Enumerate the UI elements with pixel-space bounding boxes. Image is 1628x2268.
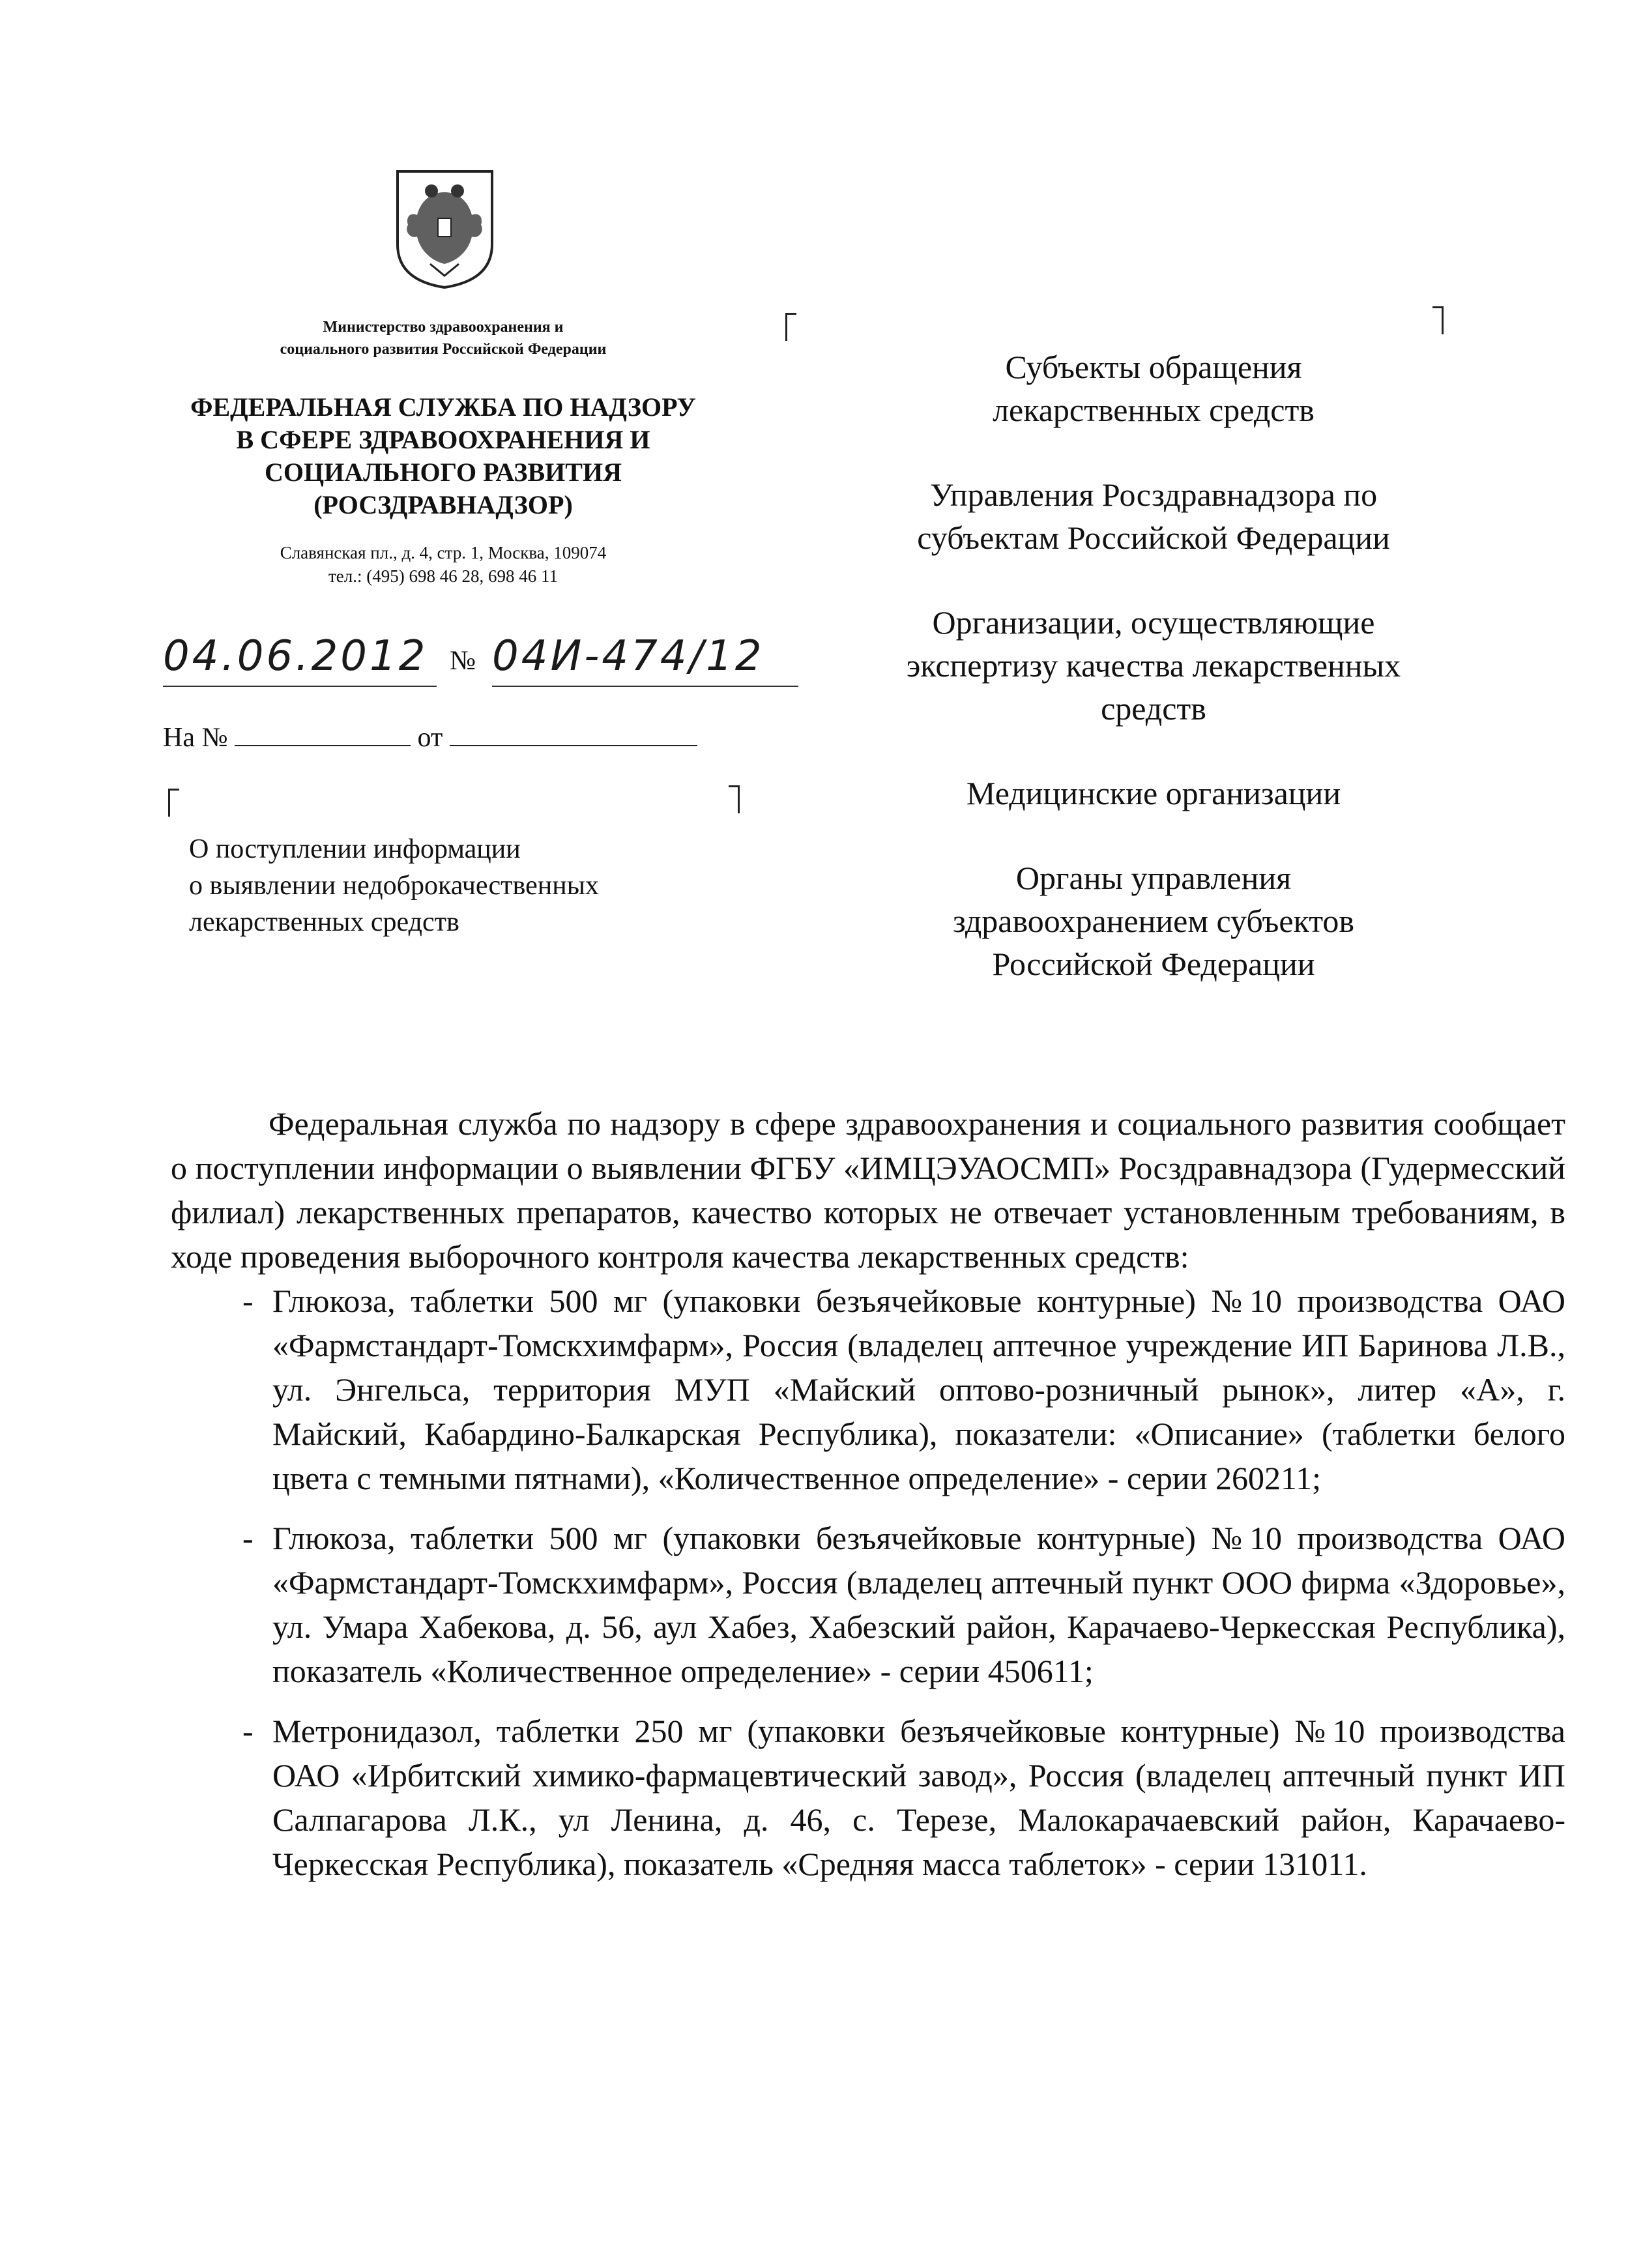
list-item: - Глюкоза, таблетки 500 мг (упаковки безъячейковые контурные) №10 производства ОАО «Фармстандарт-Томскхимфарм», Россия (владелец аптечное учреждение ИП Баринова Л.В., ул. Энгельса, территория МУП «Майский оптово-розничный рынок», литер «А», г. Майский, Кабардино-Балкарская Республика), показатели: «Описание» (таблетки белого цвета с темными пятнами), «Количественное определение» - серии 260211; bbox=[171, 1279, 1565, 1500]
coat-of-arms-icon bbox=[391, 166, 499, 290]
drug-list bbox=[171, 1279, 1565, 1886]
recipient: Управления Росздравнадзора по субъектам Российской Федерации bbox=[917, 476, 1390, 556]
reply-reference-line: На № от bbox=[163, 722, 749, 753]
recipient: Организации, осуществляющие экспертизу качества лекарственных средств bbox=[906, 604, 1401, 727]
number-sign: № bbox=[450, 646, 476, 676]
list-dash: - bbox=[242, 1283, 254, 1319]
reference-number-blank bbox=[235, 723, 411, 746]
registration-date: 04.06.2012 bbox=[163, 632, 428, 680]
service-name: ФЕДЕРАЛЬНАЯ СЛУЖБА ПО НАДЗОРУ В СФЕРЕ ЗДРАВООХРАНЕНИЯ И СОЦИАЛЬНОГО РАЗВИТИЯ (РОСЗДРАВНАДЗОР) bbox=[190, 392, 696, 519]
recipient: Медицинские организации bbox=[966, 775, 1341, 811]
list-dash: - bbox=[242, 1713, 254, 1749]
recipient: Субъекты обращения лекарственных средств bbox=[993, 349, 1315, 428]
list-item: - Метронидазол, таблетки 250 мг (упаковки безъячейковые контурные) №10 производства ОАО «Ирбитский химико-фармацевтический завод», Россия (владелец аптечный пункт ИП Салпагарова Л.К., ул Ленина, д. 46, с. Терезе, Малокарачаевский район, Карачаево-Черкесская Республика), показатель «Средняя масса таблеток» - серии 131011. bbox=[171, 1709, 1565, 1886]
recipients-block bbox=[834, 345, 1473, 1027]
reference-date-blank bbox=[450, 723, 697, 746]
date-underline bbox=[163, 686, 437, 687]
list-dash: - bbox=[242, 1520, 254, 1556]
subject-bracket-right bbox=[729, 785, 740, 813]
address-bracket-right bbox=[1432, 306, 1444, 334]
letter-subject: О поступлении информации о выявлении недоброкачественных лекарственных средств bbox=[189, 834, 599, 937]
registration-number: 04И-474/12 bbox=[492, 632, 764, 680]
list-item: - Глюкоза, таблетки 500 мг (упаковки безъячейковые контурные) №10 производства ОАО «Фармстандарт-Томскхимфарм», Россия (владелец аптечный пункт ООО фирма «Здоровье», ул. Умара Хабекова, д. 56, аул Хабез, Хабезский район, Карачаево-Черкесская Республика), показатель «Количественное определение» - серии 450611; bbox=[171, 1516, 1565, 1693]
letter-body bbox=[171, 1101, 1565, 1902]
ministry-name: Министерство здравоохранения и социального развития Российской Федерации bbox=[280, 319, 607, 358]
service-address: Славянская пл., д. 4, стр. 1, Москва, 109074 тел.: (495) 698 46 28, 698 46 11 bbox=[280, 543, 607, 586]
number-underline bbox=[492, 686, 798, 687]
subject-bracket-left bbox=[168, 789, 179, 817]
registration-line bbox=[163, 632, 815, 704]
address-bracket-left bbox=[785, 313, 796, 341]
recipient: Органы управления здравоохранением субъектов Российской Федерации bbox=[952, 860, 1355, 982]
body-intro: Федеральная служба по надзору в сфере здравоохранения и социального развития сообщает о поступлении информации о выявлении ФГБУ «ИМЦЭУАОСМП» Росздравнадзора (Гудермесский филиал) лекарственных препаратов, качество которых не отвечает установленным требованиям, в ходе проведения выборочного контроля качества лекарственных средств: bbox=[171, 1105, 1565, 1275]
